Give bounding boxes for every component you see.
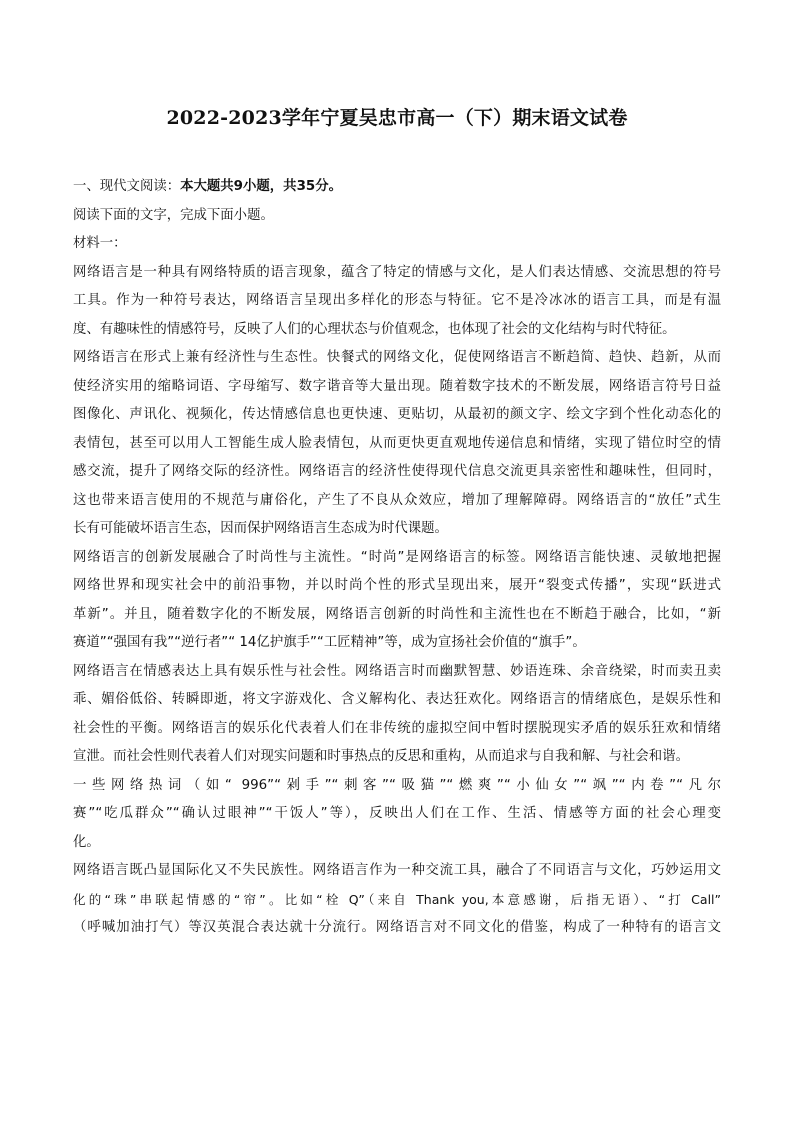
- text-line: 革新”。并且，随着数字化的不断发展，网络语言创新的时尚性和主流性也在不断趋于融合，比如，“新: [73, 606, 721, 622]
- page-title: 2022-2023学年宁夏吴忠市高一（下）期末语文试卷: [166, 107, 628, 129]
- text-line: 网络语言既凸显国际化又不失民族性。网络语言作为一种交流工具，融合了不同语言与文化，巧妙运用文: [73, 863, 721, 878]
- text-line: 网络语言在情感表达上具有娱乐性与社会性。网络语言时而幽默智慧、妙语连珠、余音绕梁，时而卖丑卖: [73, 663, 721, 679]
- text-line: 度、有趣味性的情感符号，反映了人们的心理状态与价值观念，也体现了社会的文化结构与时代特征。: [73, 321, 676, 337]
- text-line: 长有可能破坏语言生态，因而保护网络语言生态成为时代课题。: [73, 521, 448, 536]
- text-line: 网络世界和现实社会中的前沿事物，并以时尚个性的形式呈现出来，展开“裂变式传播”，实现“跃进式: [73, 578, 721, 593]
- instruction-text: 阅读下面的文字，完成下面小题。: [73, 207, 274, 223]
- material-label: 材料一：: [73, 236, 127, 251]
- document-body: [73, 173, 721, 943]
- section-heading-detail: 本大题共9小题，共35分。: [180, 179, 342, 194]
- text-line: 化。: [73, 834, 100, 850]
- text-line: 表情包，甚至可以用人工智能生成人脸表情包，从而更快更直观地传递信息和情绪，实现了错位时空的情: [73, 435, 721, 451]
- text-line: 化的“珠”串联起情感的“帘”。比如“栓 Q”（来自 Thank you,本意感谢，后指无语）、“打 Call”: [73, 891, 721, 907]
- text-line: 赛”“吃瓜群众”“确认过眼神”“干饭人”等），反映出人们在工作、生活、情感等方面的社会心理变: [73, 806, 721, 821]
- section-heading: [73, 173, 721, 202]
- text-line: 工具。作为一种符号表达，网络语言呈现出多样化的形态与特征。它不是冷冰冰的语言工具，而是有温: [73, 293, 721, 308]
- text-line: 赛道”“强国有我”“逆行者”“ 14亿护旗手”“工匠精神”等，成为宣扬社会价值的“旗手”。: [73, 635, 586, 650]
- text-line: 网络语言的创新发展融合了时尚性与主流性。“时尚”是网络语言的标签。网络语言能快速、灵敏地把握: [73, 549, 721, 565]
- text-line: 网络语言在形式上兼有经济性与生态性。快餐式的网络文化，促使网络语言不断趋简、趋快、趋新，从而: [73, 350, 721, 365]
- text-line: 使经济实用的缩略词语、字母缩写、数字谐音等大量出现。随着数字技术的不断发展，网络语言符号日益: [73, 378, 721, 394]
- section-heading-prefix: 一、现代文阅读：: [73, 179, 181, 194]
- text-line: 宣泄。而社会性则代表着人们对现实问题和时事热点的反思和重构，从而追求与自我和解、与社会和谐。: [73, 749, 689, 764]
- text-line: 图像化、声讯化、视频化，传达情感信息也更快速、更贴切，从最初的颜文字、绘文字到个性化动态化的: [73, 407, 721, 422]
- text-line: （呼喊加油打气）等汉英混合表达就十分流行。网络语言对不同文化的借鉴，构成了一种特有的语言文: [73, 920, 721, 935]
- text-line: 感交流，提升了网络交际的经济性。网络语言的经济性使得现代信息交流更具亲密性和趣味性，但同时，: [73, 464, 721, 479]
- text-line: 网络语言是一种具有网络特质的语言现象，蕴含了特定的情感与文化，是人们表达情感、交流思想的符号: [73, 264, 721, 280]
- text-line: 这也带来语言使用的不规范与庸俗化，产生了不良从众效应，增加了理解障碍。网络语言的“放任”式生: [73, 492, 721, 508]
- text-line: 乖、媚俗低俗、转瞬即逝，将文字游戏化、含义解构化、表达狂欢化。网络语言的情绪底色，是娱乐性和: [73, 692, 721, 707]
- text-line: 社会性的平衡。网络语言的娱乐化代表着人们在非传统的虚拟空间中暂时摆脱现实矛盾的娱乐狂欢和情绪: [73, 720, 721, 736]
- text-line: 一些网络热词（如“ 996”“剁手”“刺客”“吸猫”“燃爽”“小仙女”“飒”“内卷”“凡尔: [73, 777, 721, 793]
